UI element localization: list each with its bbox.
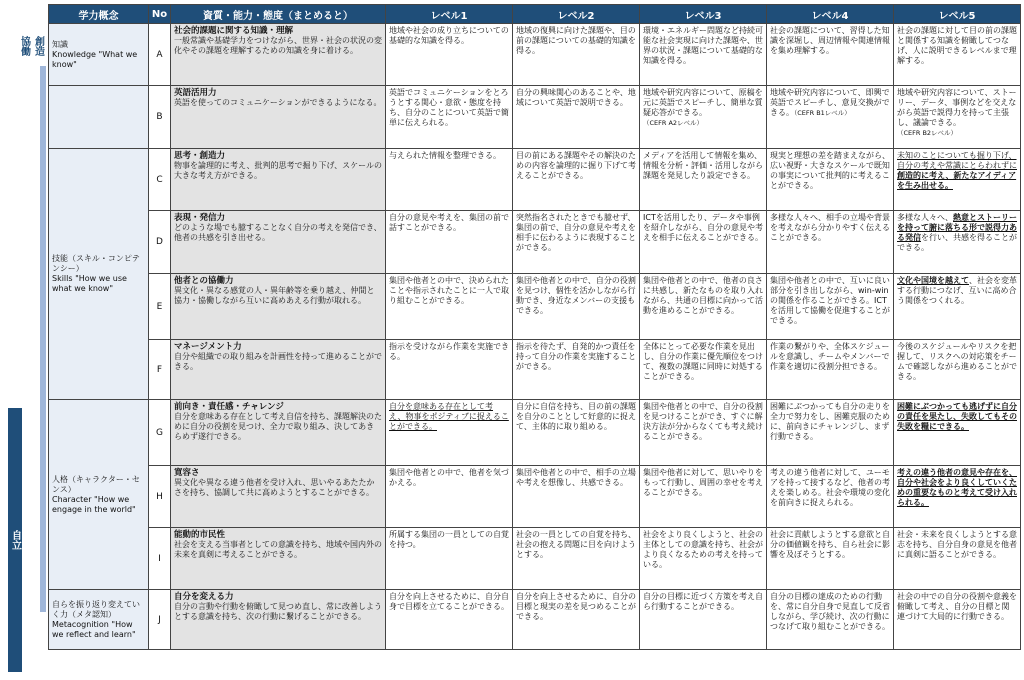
header-quality: 資質・能力・態度（まとめると）	[171, 5, 386, 24]
quality-title: 思考・創造力	[174, 151, 226, 161]
table-row	[49, 590, 1021, 650]
header-level-3: レベル3	[640, 5, 767, 24]
quality-desc: 自分の言動や行動を俯瞰して見つめ直し、常に改善しようとする意識を持ち、次の行動に繋げることができる。	[174, 602, 382, 621]
category-skills: 技能（スキル・コンピテンシー） Skills "How we use what we know"	[49, 149, 149, 400]
level-cell: 地域の復興に向けた課題や、目の前の課題についての基礎的知識を得る。	[513, 24, 640, 86]
level-cell: 困難にぶつかっても自分の走りを全力で努力をし、困難克服のために、前向きにチャレンジし、まず行動できる。	[767, 400, 894, 466]
table-row	[49, 466, 1021, 528]
level-cell: 多様な人々へ、相手の立場や背景を考えながら分かりやすく伝えることができる。	[767, 211, 894, 274]
quality-desc: 異文化や異なる違う他者を受け入れ、思いやるあたたかさを持ち、協調して共に高めようとすることができる。	[174, 478, 375, 497]
quality-cell	[171, 590, 386, 650]
level-cell: 自分の興味関心のあることや、地域について英語で説明できる。	[513, 86, 640, 149]
quality-desc: どのような場でも臆することなく自分の考えを発信でき、他者の共感を引き出せる。	[174, 223, 382, 242]
cefr-note: （CEFR A2レベル）	[643, 119, 704, 127]
level-text-underlined: 自分を意味ある存在として考え、物事をポジティブに捉えることができる。	[389, 402, 509, 431]
header-level-2: レベル2	[513, 5, 640, 24]
level-text: 、社会を変革する行動につなげ、互いに高め合う関係をつくれる。	[897, 276, 1017, 305]
level-cell	[894, 466, 1021, 528]
table-row	[49, 149, 1021, 211]
level-cell: 目の前にある課題やその解決のための内容を論理的に掘り下げて考えることができる。	[513, 149, 640, 211]
row-no: B	[149, 86, 171, 149]
quality-title: 表現・発信力	[174, 213, 226, 223]
table-row	[49, 400, 1021, 466]
row-no: G	[149, 400, 171, 466]
level-cell: 考えの違う他者に対して、ユーモアを持って接するなど、他者の考えを楽しめる。社会や環境の変化を前向きに捉えられる。	[767, 466, 894, 528]
cefr-note: （CEFR B1レベル）	[794, 109, 851, 117]
level-cell: 集団や他者との中で、互いに良い部分を引き出しながら、win-winの関係を作ることができる。ICTを活用して協働を促進することができる。	[767, 274, 894, 340]
quality-desc: 物事を論理的に考え、批判的思考で掘り下げ、スケールの大きな考え方ができる。	[174, 161, 382, 180]
level-text: を行い、共感を得ることができる。	[897, 233, 1017, 252]
category-character: 人格（キャラクター・センス） Character "How we engage in the world"	[49, 400, 149, 590]
table-row	[49, 86, 1021, 149]
level-text-emphasis: 困難にぶつかっても逃げずに自分の責任を果たし、失敗してもその失敗を糧にできる。	[897, 402, 1017, 431]
quality-cell	[171, 466, 386, 528]
level-cell: 指示を待たず、自発的かつ責任を持って自分の作業を実施することができる。	[513, 340, 640, 400]
quality-title: 英語活用力	[174, 88, 217, 98]
level-cell: 社会をより良くしようと、社会の主体としての意識を持ち、社会がより良くなるための考えを持っている。	[640, 528, 767, 590]
quality-desc: 自分や組織での取り組みを計画性を持って進めることができる。	[174, 352, 382, 371]
quality-title: 社会的課題に関する知識・理解	[174, 26, 294, 36]
level-cell: 所属する集団の一員としての自覚を持つ。	[386, 528, 513, 590]
row-no: E	[149, 274, 171, 340]
side-band-jiritsu: 自立	[8, 408, 22, 672]
side-band-kyodo: 協働	[18, 26, 30, 66]
quality-cell	[171, 340, 386, 400]
header-level-4: レベル4	[767, 5, 894, 24]
row-no: J	[149, 590, 171, 650]
quality-desc: 異文化・異なる感覚の人・異年齢等を乗り越え、仲間と協力・協働しながら互いに高めあえる行動が取れる。	[174, 286, 375, 305]
level-cell	[640, 86, 767, 149]
quality-desc: 社会を支える当事者としての意識を持ち、地域や国内外の未来を真剣に考えることができる。	[174, 540, 382, 559]
level-cell: 集団や他者との中で、他者の良さに共感し、新たなものを取り入れながら、共通の目標に向かって活動を進めることができる。	[640, 274, 767, 340]
quality-cell	[171, 149, 386, 211]
quality-cell	[171, 211, 386, 274]
level-cell: 集団や他者との中で、相手の立場や考えを想像し、共感できる。	[513, 466, 640, 528]
level-cell	[894, 400, 1021, 466]
side-band-sozo: 創造	[32, 26, 44, 66]
header-level-5: レベル5	[894, 5, 1021, 24]
row-no: F	[149, 340, 171, 400]
table-row	[49, 340, 1021, 400]
quality-title: 自分を変える力	[174, 592, 234, 602]
level-cell: 社会の一員としての自覚を持ち、社会の抱える問題に目を向けようとする。	[513, 528, 640, 590]
level-cell: 社会の課題に対して目の前の課題と関係する知識を俯瞰してつなげ、人に説明できるレベルまで理解する。	[894, 24, 1021, 86]
row-no: I	[149, 528, 171, 590]
level-cell: 与えられた情報を整理できる。	[386, 149, 513, 211]
side-bar-light	[40, 66, 46, 612]
level-text-emphasis: 創造的に考え、新たなアイディアを生み出せる。	[897, 171, 1017, 190]
level-cell: 今後のスケジュールやリスクを把握して、リスクへの対応策をチームで確認しながら進めることができる。	[894, 340, 1021, 400]
level-cell: 自分の意見や考えを、集団の前で話すことができる。	[386, 211, 513, 274]
level-cell: 自分の目標に近づく方策を考え自ら行動することができる。	[640, 590, 767, 650]
level-text: 地域や研究内容について、即興で英語でスピーチし、意見交換ができる。	[770, 88, 890, 117]
level-text-emphasis: 文化や国境を越えて	[897, 276, 969, 285]
level-cell	[894, 274, 1021, 340]
level-cell: 集団や他者との中で、自分の役割を見つけ、個性を活かしながら行動でき、身近なメンバーの支援もできる。	[513, 274, 640, 340]
row-no: C	[149, 149, 171, 211]
cefr-note: （CEFR B2レベル）	[897, 129, 958, 137]
quality-title: 能動的市民性	[174, 530, 226, 540]
quality-cell	[171, 274, 386, 340]
header-no: No	[149, 5, 171, 24]
level-cell: 自分の目標の達成のための行動を、常に自分自身で見直して反省しながら、学び続け、次の行動につなげて取り組むことができる。	[767, 590, 894, 650]
level-cell: 自分に自信を持ち、目の前の課題を自分のこととして好意的に捉えて、主体的に取り組める。	[513, 400, 640, 466]
row-no: H	[149, 466, 171, 528]
level-cell: 英語でコミュニケーションをとろうとする関心・意欲・態度を持ち、自分のことについて英語で簡単に伝えられる。	[386, 86, 513, 149]
level-cell: 集団や他者との中で、決められたことや指示されたことに一人で取り組むことができる。	[386, 274, 513, 340]
level-cell: 集団や他者との中で、自分の役割を見つけることができ、すぐに解決方法が分からなくても考え続けることができる。	[640, 400, 767, 466]
header-row	[49, 5, 1021, 24]
level-cell: 現実と理想の差を踏まえながら、広い視野・大きなスケールで既知の事実について批判的に考えることができる。	[767, 149, 894, 211]
level-text-underlined: 未知のことについても掘り	[897, 151, 993, 160]
level-cell: 突然指名されたときでも臆せず、集団の前で、自分の意見や考えを相手に伝わるように表現することができる。	[513, 211, 640, 274]
quality-title: 寛容さ	[174, 468, 200, 478]
quality-title: マネージメント力	[174, 342, 242, 352]
level-cell: 社会に貢献しようとする意欲と自分の価値観を持ち、自ら社会に影響を及ぼそうとする。	[767, 528, 894, 590]
level-cell: 社会の中での自分の役割や意義を俯瞰して考え、自分の目標と関連づけて大局的に行動できる。	[894, 590, 1021, 650]
level-cell	[767, 86, 894, 149]
quality-desc: 一般常識や基礎学力をつけながら、世界・社会の状況の変化やその課題を理解するための知識を身に着ける。	[174, 36, 382, 55]
level-text: 地域や研究内容について、原稿を元に英語でスピーチし、簡単な質疑応答ができる。	[643, 88, 763, 117]
header-level-1: レベル1	[386, 5, 513, 24]
level-cell	[894, 86, 1021, 149]
quality-cell	[171, 86, 386, 149]
quality-cell	[171, 400, 386, 466]
level-text-emphasis: 熱意とストーリーを持って腑に落ちる形で説得力ある発信	[897, 213, 1017, 242]
level-cell	[386, 400, 513, 466]
level-cell: 自分を向上させるために、自分自身で目標を立てることができる。	[386, 590, 513, 650]
quality-desc: 英語を使ってのコミュニケーションができるようになる。	[174, 98, 382, 107]
rubric-table	[48, 4, 1021, 650]
level-cell: 指示を受けながら作業を実施できる。	[386, 340, 513, 400]
quality-title: 他者との協働力	[174, 276, 234, 286]
header-concept: 学力概念	[49, 5, 149, 24]
table-row	[49, 211, 1021, 274]
level-text: 多様な人々へ、	[897, 213, 953, 222]
level-cell: 作業の繋がりや、全体スケジュールを意識し、チームやメンバーで作業を適切に役割分担できる。	[767, 340, 894, 400]
quality-title: 前向き・責任感・チャレンジ	[174, 402, 284, 412]
level-text: 地域や研究内容について、ストーリー、データ、事例などを交えながら英語で説得力を持って主張し、議論できる。	[897, 88, 1017, 127]
level-cell: 地域や社会の成り立ちについての基礎的な知識を得る。	[386, 24, 513, 86]
level-cell: 自分を向上させるために、自分の目標と現実の差を見つめることができる。	[513, 590, 640, 650]
table-row	[49, 274, 1021, 340]
quality-cell	[171, 528, 386, 590]
quality-desc: 自分を意味ある存在として考え自信を持ち、課題解決のために自分の役割を見つけ、全力で取り組み、決してあきらめず遂行できる。	[174, 412, 382, 441]
level-cell: 社会の課題について、習得した知識を深堀し、周辺情報や関連情報を集め理解する。	[767, 24, 894, 86]
row-no: A	[149, 24, 171, 86]
category-empty	[49, 86, 149, 149]
level-cell	[894, 211, 1021, 274]
level-cell: 環境・エネルギー問題など持続可能な社会実現に向けた課題や、世界の状況・課題について基礎的な知識を得る。	[640, 24, 767, 86]
level-cell: 集団や他者に対して、思いやりをもって行動し、周囲の幸せを考えることができる。	[640, 466, 767, 528]
level-cell: 集団や他者との中で、他者を気づかえる。	[386, 466, 513, 528]
level-text-emphasis: 考えの違う他者の意見や存在を、自分や社会をより良くしていくための重要なものと考えて受け入れられる。	[897, 468, 1017, 507]
quality-cell	[171, 24, 386, 86]
category-knowledge: 知識 Knowledge "What we know"	[49, 24, 149, 86]
level-cell: メディアを活用して情報を集め、情報を分析・評価・活用しながら課題を発見したり設定できる。	[640, 149, 767, 211]
level-text-underlined: 下げ、自分の考えや常識にとらわれずに	[897, 151, 1017, 170]
level-cell: 社会・未来を良くしようとする意志を持ち、自分自身の意見を他者に真剣に語ることができる。	[894, 528, 1021, 590]
level-cell: ICTを活用したり、データや事例を紹介しながら、自分の意見や考えを相手に伝えることができる。	[640, 211, 767, 274]
level-cell: 全体にとって必要な作業を見出し、自分の作業に優先順位をつけて、複数の課題に同時に対処することができる。	[640, 340, 767, 400]
table-row	[49, 528, 1021, 590]
table-row	[49, 24, 1021, 86]
row-no: D	[149, 211, 171, 274]
category-metacognition: 自らを振り返り変えていく力（メタ認知） Metacognition "How we reflect and learn"	[49, 590, 149, 650]
level-cell	[894, 149, 1021, 211]
